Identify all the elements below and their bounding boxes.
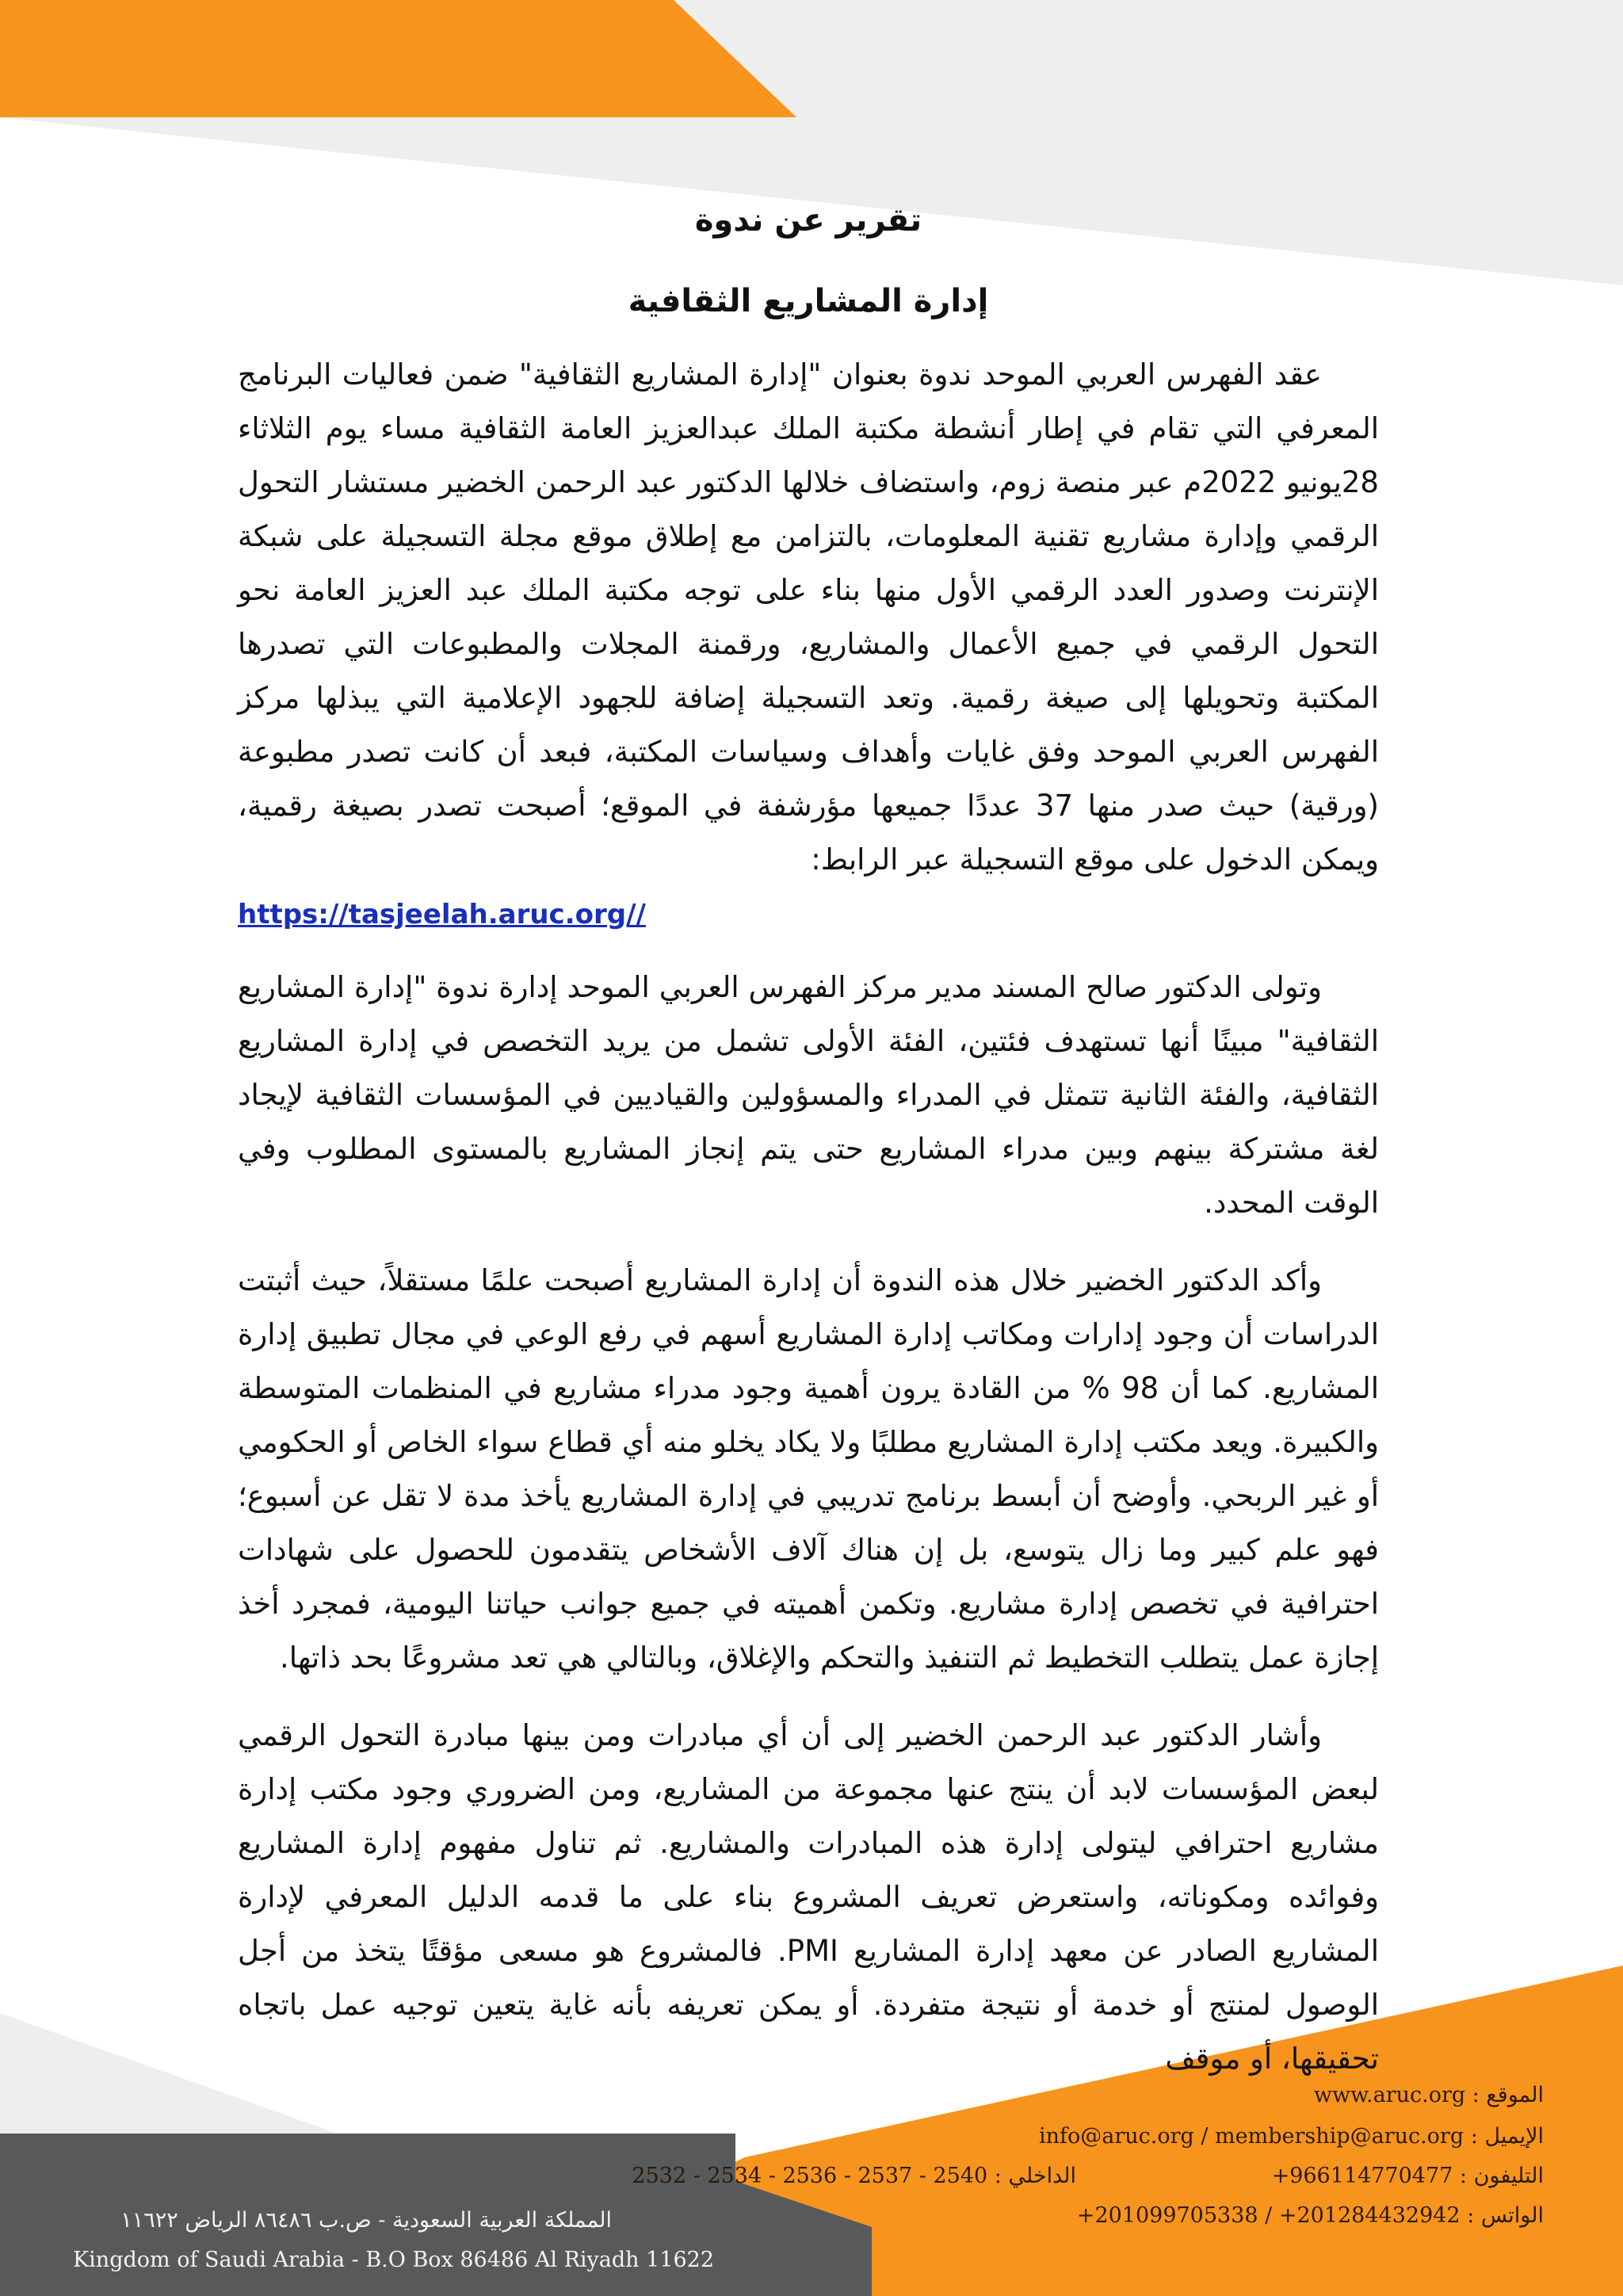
paragraph-3: وأكد الدكتور الخضير خلال هذه الندوة أن إدارة المشاريع أصبحت علمًا مستقلاً، حيث أثبتت الدراسات أن وجود إدارات ومكاتب إدارة المشاريع أسهم في رفع الوعي في مجال تطبيق إدارة المشاريع. كما أن 98 % من القادة يرون أهمية وجود مدراء مشاريع في المنظمات المتوسطة والكبيرة. ويعد مكتب إدارة المشاريع مطلبًا ولا يكاد يخلو منه أي قطاع سواء الخاص أو الحكومي أو غير الربحي. وأوضح أن أبسط برنامج تدريبي في إدارة المشاريع يأخذ مدة لا تقل عن أسبوع؛ فهو علم كبير وما زال يتوسع، بل إن هناك آلاف الأشخاص يتقدمون للحصول على شهادات احترافية في تخصص إدارة مشاريع. وتكمن أهميته في جميع جوانب حياتنا اليومية، فمجرد أخذ إجازة عمل يتطلب التخطيط ثم التنفيذ والتحكم والإغلاق، وبالتالي هي تعد مشروعًا بحد ذاتها. — [238, 1263, 1380, 1675]
paragraph-2: وتولى الدكتور صالح المسند مدير مركز الفهرس العربي الموحد إدارة ندوة "إدارة المشاريع الثقافية" مبينًا أنها تستهدف فئتين، الفئة الأولى تشمل من يريد التخصص في إدارة المشاريع الثقافية، والفئة الثانية تتمثل في المدراء والمسؤولين والقياديين في المؤسسات الثقافية لإيجاد لغة مشتركة بينهم وبين مدراء المشاريع حتى يتم إنجاز المشاريع بالمستوى المطلوب وفي الوقت المحدد. — [238, 970, 1379, 1220]
report-subtitle: إدارة المشاريع الثقافية — [628, 283, 989, 319]
paragraph-4: وأشار الدكتور عبد الرحمن الخضير إلى أن أي مبادرات ومن بينها مبادرة التحول الرقمي لبعض المؤسسات لابد أن ينتج عنها مجموعة من المشاريع، ومن الضروري وجود مكتب إدارة مشاريع احترافي ليتولى إدارة هذه المبادرات والمشاريع. ثم تناول مفهوم إدارة المشاريع وفوائده ومكوناته، واستعرض تعريف المشروع بناء على ما قدمه الدليل المعرفي لإدارة المشاريع الصادر عن معهد إدارة المشاريع PMI. فالمشروع هو مسعى مؤقتًا يتخذ من أجل الوصول لمنتج أو خدمة أو نتيجة متفردة. أو يمكن تعريفه بأنه غاية يتعين توجيه عمل باتجاه تحقيقها، أو موقف — [238, 1718, 1379, 2076]
top-orange-wedge — [0, 0, 796, 117]
tasjeelah-link[interactable]: https://tasjeelah.aruc.org// — [238, 899, 646, 930]
footer-whatsapp: الواتس : 201284432942+ / 201099705338+ — [1076, 2203, 1544, 2228]
footer-email: الإيميل : info@aruc.org / membership@aruc.org — [1038, 2124, 1544, 2149]
footer-extensions: الداخلي : 2540 - 2537 - 2536 - 2534 - 2532 — [632, 2164, 1076, 2188]
report-title: تقرير عن ندوة — [694, 202, 922, 239]
footer-address-arabic: المملكة العربية السعودية - ص.ب ٨٦٤٨٦ الرياض ١١٦٢٢ — [120, 2208, 612, 2233]
paragraph-1: عقد الفهرس العربي الموحد ندوة بعنوان "إدارة المشاريع الثقافية" ضمن فعاليات البرنامج المعرفي التي تقام في إطار أنشطة مكتبة الملك عبدالعزيز العامة الثقافية مساء يوم الثلاثاء 28يونيو 2022م عبر منصة زوم، واستضاف خلالها الدكتور عبد الرحمن الخضير مستشار التحول الرقمي وإدارة مشاريع تقنية المعلومات، بالتزامن مع إطلاق موقع مجلة التسجيلة على شبكة الإنترنت وصدور العدد الرقمي الأول منها بناء على توجه مكتبة الملك عبد العزيز العامة نحو التحول الرقمي في جميع الأعمال والمشاريع، ورقمنة المجلات والمطبوعات التي تصدرها المكتبة وتحويلها إلى صيغة رقمية. وتعد التسجيلة إضافة للجهود الإعلامية التي يبذلها مركز الفهرس العربي الموحد وفق غايات وأهداف وسياسات المكتبة، فبعد أن كانت تصدر مطبوعة (ورقية) حيث صدر منها 37 عددًا جميعها مؤرشفة في الموقع؛ أصبحت تصدر بصيغة رقمية، ويمكن الدخول على موقع التسجيلة عبر الرابط: — [238, 357, 1379, 877]
footer-phone: التليفون : 966114770477+ — [1271, 2164, 1544, 2188]
footer-address-english: Kingdom of Saudi Arabia - B.O Box 86486 Al Riyadh 11622 — [73, 2248, 715, 2272]
document-body — [238, 194, 1379, 2110]
footer-website: الموقع : www.aruc.org — [1313, 2083, 1544, 2107]
link-row — [238, 887, 1379, 942]
